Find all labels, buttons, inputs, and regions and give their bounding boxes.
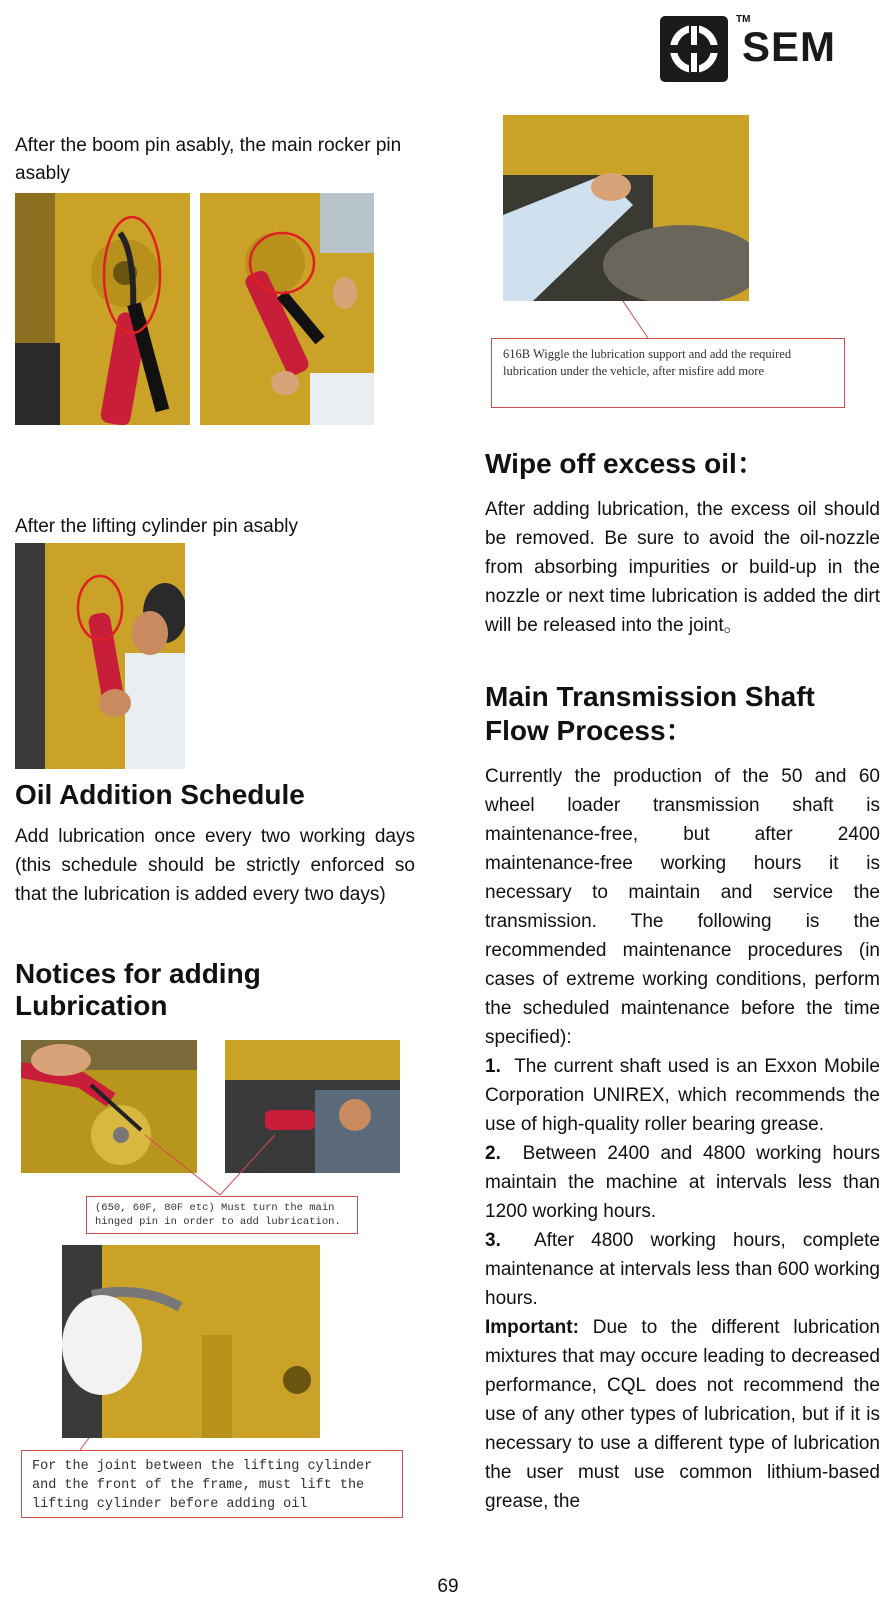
page-number: 69 — [437, 1576, 459, 1597]
wipe-oil-text: After adding lubrication, the excess oil should be removed. Be sure to avoid the oil-nozzle from absorbing impurities or build-up in the nozzle or next time lubrication is added the dirt will be released into the joint。 — [485, 499, 880, 636]
list-item-number: 2. — [485, 1143, 501, 1164]
main-transmission-section — [485, 680, 880, 1516]
photo-boom-pin-grease — [15, 193, 190, 425]
important-note — [485, 1313, 880, 1516]
main-transmission-text: Currently the production of the 50 and 60 wheel loader transmission shaft is maintenance-free, but after 2400 maintenance-free working hours it is necessary to maintain and service the transmission. The following is the recommended maintenance procedures (in cases of extreme working conditions, perform the scheduled maintenance before the time specified): — [485, 766, 880, 1048]
photo-cylinder-frame-joint — [62, 1245, 320, 1438]
sem-logo — [660, 14, 860, 84]
photo-hinged-pin-grease — [21, 1040, 197, 1173]
oil-schedule-heading: Oil Addition Schedule — [15, 779, 305, 810]
sem-emblem-icon — [660, 16, 732, 84]
list-item — [485, 1052, 880, 1139]
photo-under-vehicle-grease — [225, 1040, 400, 1173]
notices-section — [15, 958, 415, 1022]
trademark-mark: TM — [736, 14, 751, 25]
note-cylinder-frame: For the joint between the lifting cylinder and the front of the frame, must lift the lifting cylinder before adding oil — [21, 1450, 403, 1518]
brand-name: SEM — [742, 23, 837, 70]
oil-schedule-section — [15, 778, 415, 909]
wipe-oil-section — [485, 447, 880, 640]
photo-rocker-pin-grease — [200, 193, 374, 425]
list-item-number: 3. — [485, 1230, 501, 1251]
important-label: Important: — [485, 1317, 579, 1338]
list-item-number: 1. — [485, 1056, 501, 1077]
list-item-text: After 4800 working hours, complete maintenance at intervals less than 600 working hours. — [485, 1230, 881, 1309]
note-hinged-pin: (650, 60F, 80F etc) Must turn the main hinged pin in order to add lubrication. — [86, 1196, 358, 1234]
oil-schedule-text: Add lubrication once every two working days (this schedule should be strictly enforced so that the lubrication is added every two days) — [15, 826, 415, 905]
photo-lifting-cylinder-grease — [15, 543, 185, 769]
list-item — [485, 1226, 880, 1313]
wipe-oil-heading: Wipe off excess oil： — [485, 448, 765, 479]
list-item-text: The current shaft used is an Exxon Mobile Corporation UNIREX, which recommends the use of high-quality roller bearing grease. — [485, 1056, 880, 1135]
note-616b: 616B Wiggle the lubrication support and add the required lubrication under the vehicle, after misfire add more — [491, 338, 845, 408]
caption-lifting-cylinder: After the lifting cylinder pin asably — [15, 516, 299, 537]
main-transmission-heading: Main Transmission Shaft Flow Process： — [485, 681, 815, 746]
list-item — [485, 1139, 880, 1226]
photo-616b-lubrication-support — [503, 115, 749, 301]
caption-boom-pin: After the boom pin asably, the main rocker pin asably — [15, 135, 402, 184]
list-item-text: Between 2400 and 4800 working hours maintain the machine at intervals less than 1200 working hours. — [485, 1143, 880, 1222]
important-text: Due to the different lubrication mixtures that may occure leading to decreased performance, CQL does not recommend the use of any other types of lubrication, but if it is necessary to use a different type of lubrication the user must use common lithium-based grease, the — [485, 1317, 880, 1512]
notices-heading: Notices for adding Lubrication — [15, 958, 261, 1021]
